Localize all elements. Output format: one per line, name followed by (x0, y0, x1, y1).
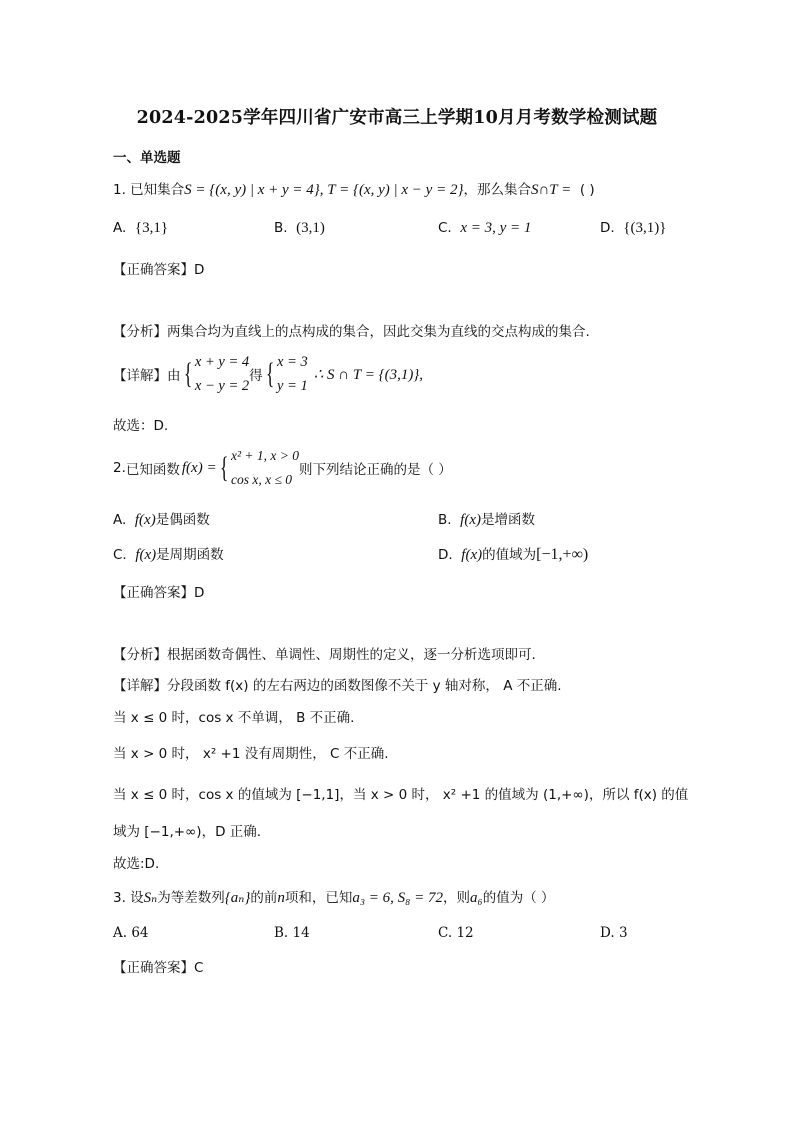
left-brace: { (265, 357, 275, 390)
option-c (438, 925, 474, 941)
option-range: [−1,+∞) (536, 546, 589, 563)
correct-answer: 【正确答案】C (113, 960, 204, 976)
detail-line: 当 x > 0 时， x² +1 没有周期性， C 不正确. (113, 746, 389, 762)
intersection-result: ∴ S ∩ T = {(3,1)}, (313, 366, 424, 383)
option-letter: A. (113, 220, 127, 236)
option-text: 是偶函数 (155, 512, 210, 528)
equation: x − y = 2 (194, 378, 250, 394)
question-2-stem (113, 446, 452, 490)
option-letter: D. (600, 925, 615, 941)
option-text: 是增函数 (480, 512, 535, 528)
page-title: 2024-2025学年四川省广安市高三上学期10月月考数学检测试题 (136, 108, 658, 128)
question-number: 3. (113, 890, 131, 906)
conclusion: 故选：D. (113, 418, 169, 434)
option-letter: A. (113, 925, 128, 941)
piecewise-cases (231, 444, 299, 492)
detail-line: 当 x ≤ 0 时，cos x 不单调， B 不正确. (113, 710, 355, 726)
correct-answer: 【正确答案】D (113, 262, 205, 278)
option-value: {(3,1)} (623, 220, 667, 236)
equation: x + y = 4 (194, 354, 250, 370)
equation-system (195, 350, 249, 398)
solution-system (277, 350, 308, 398)
case-nonpositive: cos x, x ≤ 0 (230, 472, 292, 487)
left-brace: { (183, 357, 193, 390)
section-heading: 一、单选题 (113, 150, 181, 166)
option-a (113, 508, 210, 529)
option-math: f(x) (134, 512, 156, 528)
option-math: f(x) (135, 547, 157, 563)
sequence-symbol: {aₙ} (224, 890, 251, 906)
option-letter: A. (113, 512, 127, 528)
option-letter: D. (438, 547, 453, 563)
option-text: 是周期函数 (156, 547, 224, 563)
option-letter: C. (438, 220, 452, 236)
option-c (113, 543, 224, 564)
option-b (438, 508, 535, 529)
detail-line: 【详解】分段函数 f(x) 的左右两边的函数图像不关于 y 轴对称， A 不正确. (113, 678, 562, 694)
detail (113, 352, 423, 396)
question-text: 的值为（ ） (482, 890, 555, 906)
question-text: 已知集合 (130, 182, 185, 198)
question-text: 已知函数 (125, 462, 180, 478)
option-letter: D. (600, 220, 615, 236)
target-term: a₆ (470, 890, 483, 906)
set-expression: S∩T = (530, 182, 572, 198)
set-definitions: S = {(x, y) | x + y = 4}, T = {(x, y) | x − y = 2} (184, 182, 464, 198)
option-value: (3,1) (296, 220, 325, 236)
option-letter: B. (274, 925, 289, 941)
detail-mid: 得 (249, 368, 263, 384)
option-math: f(x) (461, 547, 483, 563)
option-b (274, 220, 325, 237)
option-value: 3 (618, 925, 628, 941)
given-values: a₃ = 6, S₈ = 72 (352, 890, 444, 906)
analysis: 【分析】两集合均为直线上的点构成的集合，因此交集为直线的交点构成的集合. (113, 324, 590, 340)
option-value: 12 (456, 925, 474, 941)
question-number: 2. (113, 460, 126, 476)
answer-blank: ( ) (579, 182, 595, 198)
detail-line: 域为 [−1,+∞)，D 正确. (113, 824, 262, 840)
option-a (113, 220, 168, 237)
question-text: 则下列结论正确的是（ ） (299, 462, 452, 478)
option-letter: B. (274, 220, 288, 236)
detail-label: 【详解】由 (113, 368, 181, 384)
case-positive: x² + 1, x > 0 (230, 448, 299, 463)
question-1-stem (113, 178, 595, 199)
option-c (438, 220, 531, 237)
option-b (274, 925, 310, 941)
option-d (438, 543, 588, 564)
question-text: ，那么集合 (463, 182, 531, 198)
option-d (600, 220, 666, 237)
detail-line: 当 x ≤ 0 时，cos x 的值域为 [−1,1]，当 x > 0 时， x² +1 的值域为 (1,+∞)，所以 f(x) 的值 (113, 787, 689, 803)
option-math: f(x) (460, 512, 481, 528)
analysis: 【分析】根据函数奇偶性、单调性、周期性的定义，逐一分析选项即可. (113, 647, 536, 663)
left-brace: { (219, 451, 229, 484)
equation: y = 1 (277, 378, 308, 394)
conclusion: 故选:D. (113, 856, 160, 872)
option-letter: C. (438, 925, 453, 941)
n-symbol: n (277, 890, 285, 906)
option-value: 64 (131, 925, 149, 941)
option-d (600, 925, 628, 941)
question-number: 1. (113, 182, 131, 198)
question-text: 为等差数列 (157, 890, 225, 906)
option-letter: C. (113, 547, 127, 563)
equation: x = 3 (277, 354, 308, 370)
option-letter: B. (438, 512, 452, 528)
option-a (113, 925, 149, 941)
question-3-stem (113, 886, 555, 907)
sum-symbol: Sₙ (143, 890, 158, 906)
question-text: 的前 (250, 890, 278, 906)
question-text: 项和，已知 (284, 890, 353, 906)
question-text: ，则 (443, 890, 471, 906)
option-value: x = 3, y = 1 (460, 220, 532, 236)
correct-answer: 【正确答案】D (113, 585, 205, 601)
function-name: f(x) = (181, 459, 217, 476)
question-text: 设 (130, 890, 144, 906)
option-value: 14 (292, 925, 310, 941)
option-value: {3,1} (134, 220, 169, 236)
option-text: 的值域为 (482, 547, 537, 563)
